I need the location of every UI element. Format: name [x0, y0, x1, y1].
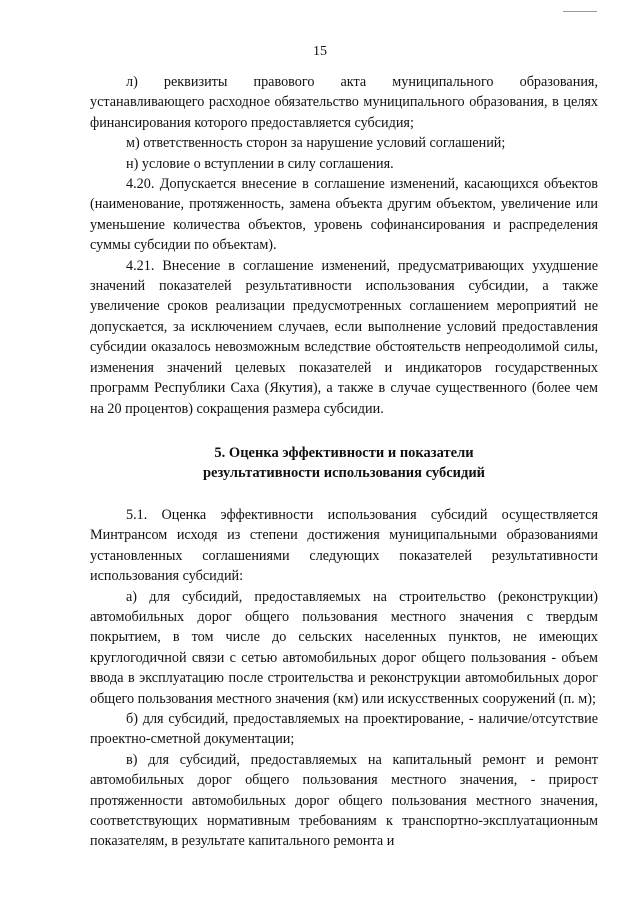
paragraph-n: н) условие о вступлении в силу соглашения. [126, 155, 394, 172]
paragraph-a: а) для субсидий, предоставляемых на строительство (реконструкции) автомобильных дорог общего пользования местного значения с твердым покрытием, в том числе до сельских населенных пунктов, не имеющих круглогодичной связи с сетью автомобильных дорог общего пользования - объем ввода в эксплуатацию после строительства и реконструкции автомобильных дорог общего пользования местного значения (км) или искусственных сооружений (п. м); [90, 588, 598, 707]
paragraph-4-20: 4.20. Допускается внесение в соглашение изменений, касающихся объектов (наименование, протяженность, замена объекта другим объектом, увеличение или уменьшение количества объектов, уровень софинансирования и распределения суммы субсидии по объектам). [90, 176, 598, 254]
paragraph-b: б) для субсидий, предоставляемых на проектирование, - наличие/отсутствие проектно-сметной документации; [90, 710, 598, 748]
paragraph-4-21: 4.21. Внесение в соглашение изменений, предусматривающих ухудшение значений показателей результативности использования субсидии, а также увеличение сроков реализации предусмотренных соглашением мероприятий не допускается, за исключением случаев, если выполнение условий предоставления субсидии оказалось невозможным вследствие обстоятельств непреодолимой силы, изменения значений целевых показателей и индикаторов государственных программ Республики Саха (Якутия), а также в случае существенного (более чем на 20 процентов) сокращения размера субсидии. [90, 257, 598, 417]
page-number: 15 [313, 44, 327, 59]
paragraph-m: м) ответственность сторон за нарушение условий соглашений; [126, 135, 506, 152]
paragraph-5-1: 5.1. Оценка эффективности использования субсидий осуществляется Минтрансом исходя из степени достижения муниципальными образованиями установленных соглашениями следующих показателей результативности использования субсидий: [90, 506, 598, 585]
paragraph-v: в) для субсидий, предоставляемых на капитальный ремонт и ремонт автомобильных дорог общего пользования местного значения, - прирост протяженности автомобильных дорог общего пользования местного значения, соответствующих нормативным требованиям к транспортно-эксплуатационным показателям, в результате капитального ремонта и [90, 751, 598, 850]
section-heading [90, 443, 598, 483]
paragraph-l: л) реквизиты правового акта муниципального образования, устанавливающего расходное обязательство муниципального образования, в целях финансирования которого предоставляется субсидия; [90, 74, 598, 131]
scan-mark-line [563, 11, 597, 12]
section-heading-line-1: 5. Оценка эффективности и показатели [214, 444, 474, 461]
document-body [90, 72, 598, 852]
section-heading-line-2: результативности использования субсидий [202, 464, 486, 481]
